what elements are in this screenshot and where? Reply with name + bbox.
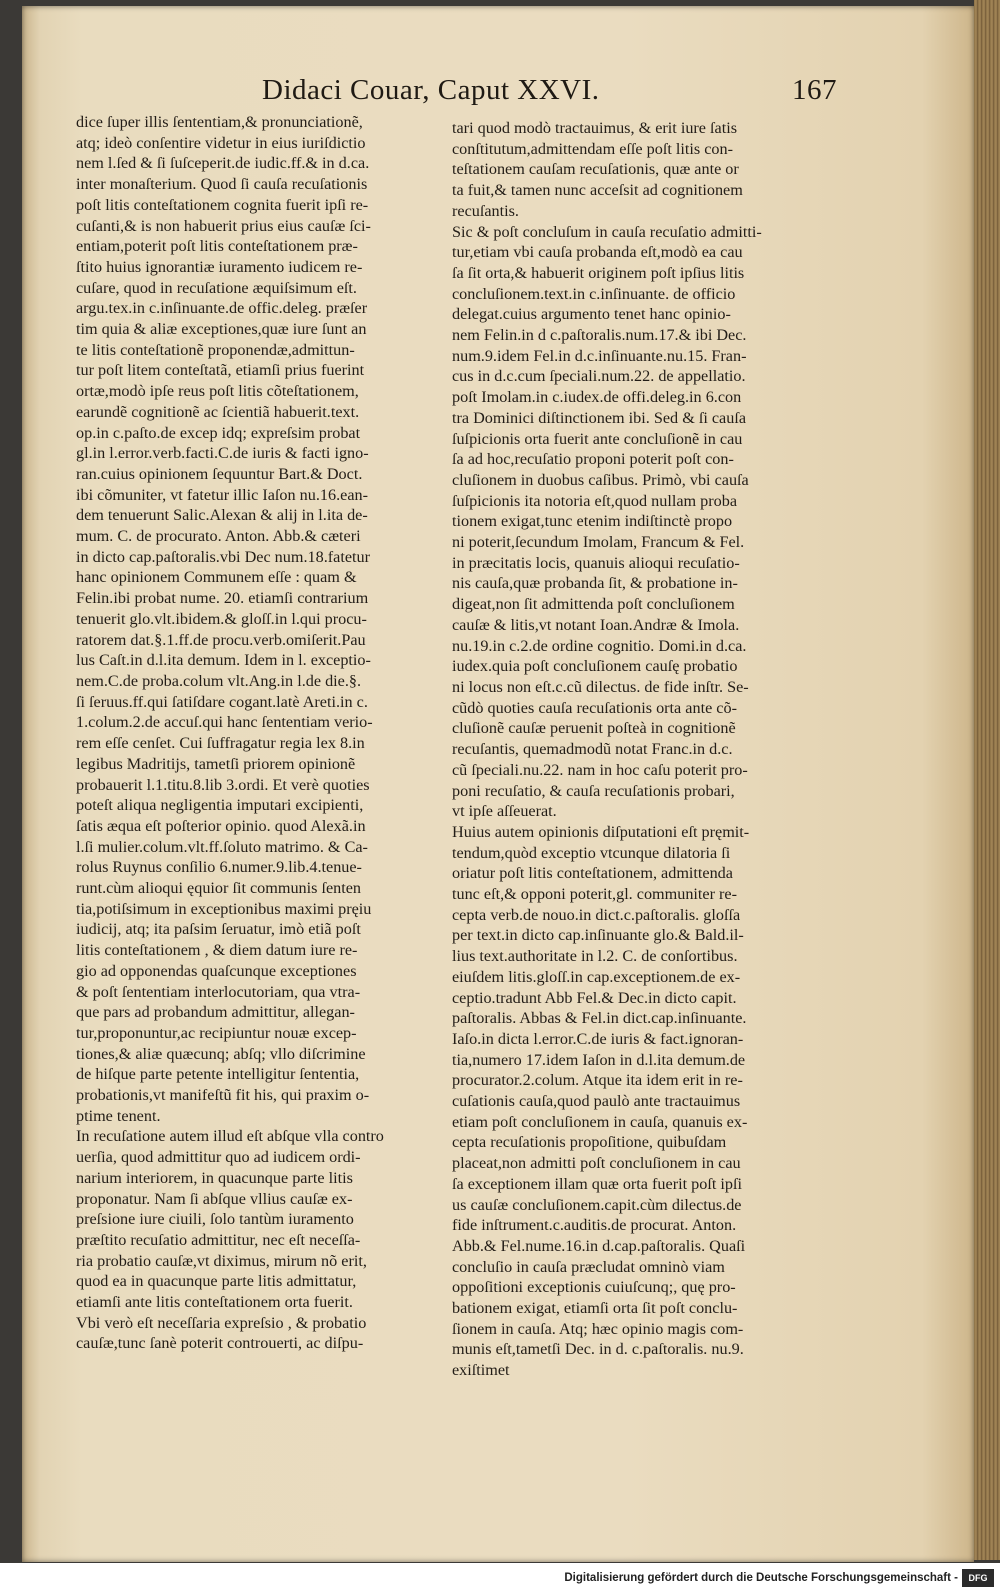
text-line: ſatis æqua eſt poſterior opinio. quod Alexã.in [76, 816, 366, 835]
text-line: gl.in l.error.verb.facti.C.de iuris & facti igno- [76, 444, 369, 463]
text-line: poni recuſatio, & cauſa recuſationis probari, [452, 781, 735, 800]
text-line: tur,etiam vbi cauſa probanda eſt,modò ea cau [452, 243, 743, 262]
text-line: cauſæ & litis,vt notant Ioan.Andræ & Imola. [452, 615, 740, 634]
text-line: mum. C. de procurato. Anton. Abb.& cæteri [76, 527, 361, 546]
text-line: ſa exceptionem illam quæ orta fuerit poſt ipſi [452, 1174, 742, 1193]
text-line: cũdò quoties cauſa recuſationis orta ante cõ- [452, 698, 737, 717]
text-line: poteſt aliqua negligentia imputari excipienti, [76, 796, 364, 815]
text-line: ran.cuius opinionem ſequuntur Bart.& Doct. [76, 464, 363, 483]
footer-bar [0, 1563, 1000, 1596]
text-line: earundẽ cognitionẽ ac ſcientiã habuerit.text. [76, 402, 360, 421]
text-line: recuſantis, quemadmodũ notat Franc.in d.c. [452, 740, 733, 759]
text-line: tur poſt litem conteſtatã, etiamſi prius fuerint [76, 361, 365, 380]
text-line: hanc opinionem Communem eſſe : quam & [76, 568, 357, 587]
text-line: nis cauſa,quæ probanda ſit, & probatione in- [452, 574, 738, 593]
text-line: nem.C.de proba.colum vlt.Ang.in l.de die.§. [76, 671, 362, 690]
text-line: placeat,non admitti poſt concluſionem in cau [452, 1154, 741, 1173]
text-line: poſt Imolam.in c.iudex.de offi.deleg.in 6.con [452, 388, 742, 407]
text-line: rem eſſe cenſet. Cui ſuffragatur regia lex 8.in [76, 734, 365, 753]
text-line: narium interiorem, in quacunque parte litis [76, 1168, 353, 1187]
text-line: proponatur. Nam ſi abſque vllius cauſæ ex- [76, 1189, 353, 1208]
text-line: conſtitutum,admittendam eſſe poſt litis con- [452, 139, 733, 158]
text-line: oriatur poſt litis conteſtationem, admittenda [452, 864, 733, 883]
text-line: cus in d.c.cum ſpeciali.num.22. de appellatio. [452, 367, 746, 386]
text-line: cuſare, quod in recuſatione æquiſsimum eſt. [76, 278, 357, 297]
text-line: tim quia & aliæ exceptiones,quæ iure ſunt an [76, 320, 367, 339]
text-line: cauſæ,tunc ſanè poterit controuerti, ac diſpu- [76, 1334, 364, 1353]
text-line: cluſionẽ cauſæ peruenit poſteà in cognitionẽ [452, 719, 736, 738]
text-line: vt ipſe aſſeuerat. [452, 802, 557, 821]
text-line: legibus Madritijs, tametſi priorem opinionẽ [76, 754, 356, 773]
text-line: ſi ſeruus.ff.qui ſatiſdare cogant.latè Areti.in c. [76, 692, 368, 711]
text-line: ni locus non eſt.c.cũ dilectus. de fide inſtr. Se- [452, 677, 749, 696]
text-line: poſt litis conteſtationem cognita fuerit ipſi re- [76, 195, 369, 214]
text-line: eiuſdem litis.gloſſ.in cap.exceptionem.de ex- [452, 967, 741, 986]
text-line: ortæ,modò ipſe reus poſt litis cõteſtationem, [76, 382, 359, 401]
text-line: in præcitatis locis, quanuis alioqui recuſatio- [452, 553, 740, 572]
text-line: tia,numero 17.idem Iaſon in d.l.ita demum.de [452, 1050, 746, 1069]
text-line: tionem exigat,tunc etenim indiſtinctè propo [452, 512, 733, 531]
text-line: lius text.authoritate in l.2. C. de conſortibus. [452, 947, 738, 966]
text-line: ratorem dat.§.1.ff.de procu.verb.omiſerit.Pau [76, 630, 366, 649]
text-line: tunc eſt,& opponi poterit,gl. communiter re- [452, 885, 738, 904]
page-number: 167 [792, 74, 837, 106]
left-text-column [76, 112, 448, 1354]
funding-credit: Digitalisierung gefördert durch die Deutsche Forschungsgemeinschaft - [564, 1572, 958, 1584]
text-line: cepta verb.de nouo.in dict.c.paſtoralis. gloſſa [452, 905, 741, 924]
text-line: etiamſi ante litis conteſtationem orta fuerit. [76, 1293, 353, 1312]
text-line: Vbi verò eſt neceſſaria expreſsio , & probatio [76, 1313, 367, 1332]
text-line: argu.tex.in c.inſinuante.de offic.deleg. præſer [76, 299, 368, 318]
text-line: oppoſitioni exceptionis cuiuſcunq;, quę pro- [452, 1278, 736, 1297]
text-line: ſa ſit orta,& habuerit originem poſt ipſius litis [452, 263, 745, 282]
text-line: rolus Ruynus conſilio 6.numer.9.lib.4.tenue- [76, 858, 362, 877]
text-line: gio ad opponendas quaſcunque exceptiones [76, 961, 357, 980]
text-line: ibi cõmuniter, vt fatetur illic Iaſon nu.16.ean- [76, 485, 368, 504]
text-line: 1.colum.2.de accuſ.qui hanc ſententiam verio- [76, 713, 373, 732]
text-line: atq; ideò conſentire videtur in eius iuriſdictio [76, 133, 366, 152]
text-line: entiam,poterit poſt litis conteſtationem præ- [76, 237, 358, 256]
text-line: ſa ad hoc,recuſatio proponi poterit poſt con- [452, 450, 734, 469]
text-line: Felin.ibi probat nume. 20. etiamſi contrarium [76, 589, 369, 608]
text-line: l.ſi mulier.colum.vlt.ff.ſoluto matrimo. & Ca- [76, 837, 368, 856]
text-line: delegat.cuius argumento tenet hanc opinio- [452, 305, 731, 324]
right-text-column [452, 118, 830, 1381]
text-line: cepta recuſationis propoſitione, quibuſdam [452, 1133, 727, 1152]
text-line: Iaſo.in dicta l.error.C.de iuris & fact.ignoran- [452, 1029, 744, 1048]
text-line: ria probatio cauſæ,vt diximus, mirum nõ erit, [76, 1251, 367, 1270]
book-fore-edge [974, 0, 1000, 1560]
text-line: tia,potiſsimum in exceptionibus maximi pręiu [76, 899, 372, 918]
text-line: digeat,non ſit admittenda poſt concluſionem [452, 595, 735, 614]
text-line: procurator.2.colum. Atque ita idem erit in re- [452, 1071, 743, 1090]
text-line: inter monaſterium. Quod ſi cauſa recuſationis [76, 175, 368, 194]
dfg-logo: DFG [962, 1569, 994, 1587]
text-line: ſuſpicionis orta fuerit ante concluſionẽ in cau [452, 429, 743, 448]
text-line: paſtoralis. Abbas & Fel.in dict.cap.inſinuante. [452, 1009, 747, 1028]
text-line: per text.in dicto cap.inſinuante glo.& Bald.il- [452, 926, 744, 945]
text-line: ta fuit,& tamen nunc acceſsit ad cognitionem [452, 181, 743, 200]
text-line: runt.cùm alioqui ęquior ſit communis ſenten [76, 879, 362, 898]
text-line: bationem exigat, etiamſi orta ſit poſt conclu- [452, 1299, 738, 1318]
text-line: ſuſpicionis ita notoria eſt,quod nullam proba [452, 491, 738, 510]
text-line: us cauſæ concluſionem.capit.cùm dilectus.de [452, 1195, 742, 1214]
running-title: Didaci Couar, Caput XXVI. [262, 74, 600, 106]
text-line: munis eſt,tametſi Dec. in d. c.paſtoralis. nu.9. [452, 1340, 744, 1359]
text-line: cluſionem in duobus caſibus. Primò, vbi cauſa [452, 470, 749, 489]
text-line: tenuerit glo.vlt.ibidem.& gloſſ.in l.qui procu- [76, 609, 367, 628]
text-line: tra Dominici diſtinctionem ibi. Sed & ſi cauſa [452, 408, 747, 427]
text-line: & poſt ſententiam interlocutoriam, qua vtra- [76, 982, 361, 1001]
text-line: præſtito recuſatio admittitur, nec eſt neceſſa- [76, 1230, 361, 1249]
text-line: nem l.ſed & ſi ſuſceperit.de iudic.ff.& in d.ca. [76, 154, 370, 173]
text-line: probauerit l.1.titu.8.lib 3.ordi. Et verè quoties [76, 775, 370, 794]
text-line: tari quod modò tractauimus, & erit iure ſatis [452, 119, 738, 137]
text-line: In recuſatione autem illud eſt abſque vlla contro [76, 1127, 384, 1146]
text-line: ceptio.tradunt Abb Fel.& Dec.in dicto capit. [452, 988, 737, 1007]
text-line: num.9.idem Fel.in d.c.inſinuante.nu.15. Fran- [452, 346, 747, 365]
text-line: Huius autem opinionis diſputationi eſt pręmit- [452, 822, 750, 841]
text-line: in dicto cap.paſtoralis.vbi Dec num.18.fatetur [76, 547, 370, 566]
text-line: probationis,vt manifeſtũ fit his, qui praxim o- [76, 1086, 370, 1105]
text-line: cuſanti,& is non habuerit prius eius cauſæ ſci- [76, 216, 371, 235]
text-line: uerſia, quod admittitur quo ad iudicem ordi- [76, 1148, 361, 1167]
text-line: op.in c.paſto.de excep idq; expreſsim probat [76, 423, 361, 442]
running-header [262, 74, 842, 114]
text-line: concluſio in cauſa præcludat omninò viam [452, 1257, 725, 1276]
text-line: ſionem in cauſa. Atq; hæc opinio magis com- [452, 1319, 744, 1338]
text-line: dem tenuerunt Salic.Alexan & alij in l.ita de- [76, 506, 368, 525]
text-line: teſtationem cauſam recuſationis, quæ ante or [452, 160, 739, 179]
text-line: etiam poſt concluſionem in cauſa, quanuis ex- [452, 1112, 748, 1131]
text-line: litis conteſtationem , & diem datum iure re- [76, 941, 358, 960]
text-line: ſtito huius ignorantiæ iuramento iudicem re- [76, 257, 363, 276]
text-line: de hiſque parte petente intelligitur ſententia, [76, 1065, 360, 1084]
text-line: quod ea in quacunque parte litis admittatur, [76, 1272, 357, 1291]
text-line: Sic & poſt concluſum in cauſa recuſatio admitti- [452, 222, 762, 241]
text-line: iudex.quia poſt concluſionem cauſę probatio [452, 657, 738, 676]
text-line: cuſationis cauſa,quod paulò ante tractauimus [452, 1092, 741, 1111]
text-line: tiones,& aliæ quæcunq; abſq; vllo diſcrimine [76, 1044, 366, 1063]
text-line: iudicij, atq; ita paſsim ſeruatur, imò etiã poſt [76, 920, 361, 939]
text-line: cũ ſpeciali.nu.22. nam in hoc caſu poterit pro- [452, 760, 748, 779]
text-line: exiſtimet [452, 1361, 510, 1380]
text-line: recuſantis. [452, 201, 519, 220]
text-line: nem Felin.in d c.paſtoralis.num.17.& ibi Dec. [452, 326, 747, 345]
text-line: ni poterit,ſecundum Imolam, Francum & Fel. [452, 533, 745, 552]
text-line: fide inſtrument.c.auditis.de procurat. Anton. [452, 1216, 737, 1235]
text-line: te litis conteſtationẽ proponendæ,admittun- [76, 340, 355, 359]
text-line: preſsione iure ciuili, ſolo tantùm iuramento [76, 1210, 354, 1229]
text-line: que pars ad probandum admittitur, allegan- [76, 1003, 355, 1022]
text-line: tur,proponuntur,ac recipiuntur nouæ excep- [76, 1023, 357, 1042]
text-line: ptime tenent. [76, 1106, 161, 1125]
text-line: concluſionem.text.in c.inſinuante. de officio [452, 284, 736, 303]
text-line: Abb.& Fel.nume.16.in d.cap.paſtoralis. Quaſi [452, 1236, 746, 1255]
text-line: tendum,quòd exceptio vtcunque dilatoria ſi [452, 843, 731, 862]
text-line: lus Caſt.in d.l.ita demum. Idem in l. exceptio- [76, 651, 371, 670]
text-line: nu.19.in c.2.de ordine cognitio. Domi.in d.ca. [452, 636, 747, 655]
text-line: dice ſuper illis ſententiam,& pronunciationẽ, [76, 113, 363, 131]
